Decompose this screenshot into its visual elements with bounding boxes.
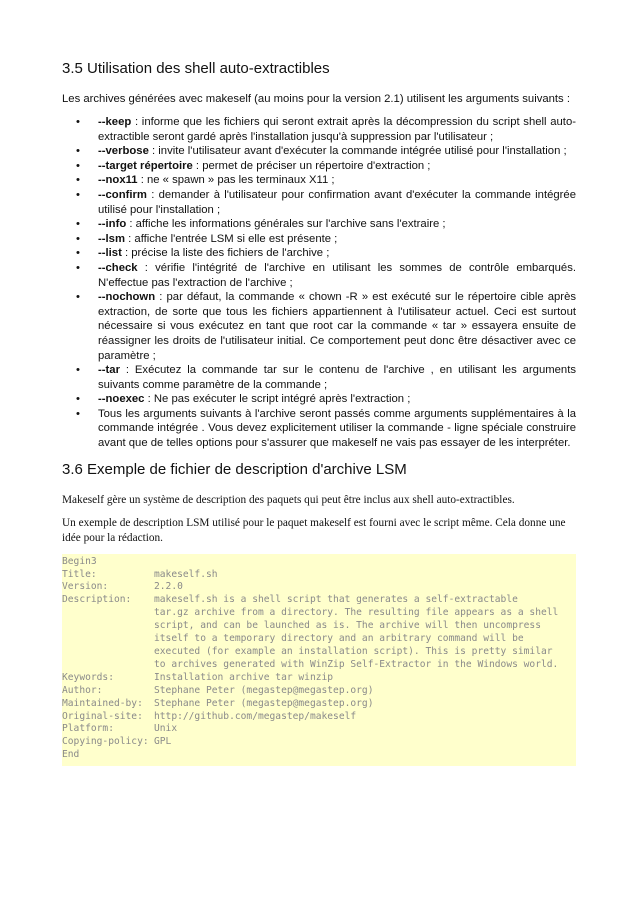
option-flag: --verbose	[98, 145, 149, 158]
code-line	[62, 711, 576, 724]
option-flag: --noexec	[98, 393, 145, 406]
code-field-name: Description:	[62, 594, 132, 606]
code-field-name: Keywords:	[62, 671, 114, 683]
code-field-value: itself to a temporary directory and an arbitrary command will be	[154, 633, 524, 645]
option-item	[76, 159, 576, 174]
code-field-name: Version:	[62, 581, 109, 593]
option-item	[76, 392, 576, 407]
code-field-value: http://github.com/megastep/makeself	[154, 710, 357, 722]
code-field-name: Title:	[62, 568, 97, 580]
options-list	[62, 115, 576, 451]
option-item	[76, 290, 576, 363]
option-flag: --nochown	[98, 291, 156, 304]
code-field-value: makeself.sh	[154, 568, 218, 580]
option-flag: --info	[98, 218, 127, 231]
option-flag: --keep	[98, 116, 132, 128]
bullet-icon: •	[76, 174, 80, 187]
code-line	[62, 607, 576, 620]
section-heading-3-5: 3.5 Utilisation des shell auto-extractibles	[62, 60, 330, 77]
section-intro: Les archives générées avec makeself (au moins pour la version 2.1) utilisent les arguments suivants :	[62, 93, 570, 105]
option-description: : précise la liste des fichiers de l'archive ;	[121, 247, 330, 260]
option-item	[76, 232, 576, 247]
code-field-name	[62, 633, 154, 646]
lsm-paragraph-1: Makeself gère un système de description des paquets qui peut être inclus aux shell auto-extractibles.	[62, 493, 515, 506]
lsm-paragraph-2: Un exemple de description LSM utilisé pour le paquet makeself est fourni avec le script même. Cela donne une idée pour la rédaction.	[62, 516, 566, 544]
code-field-value: executed (for example an installation script). This is pretty similar	[154, 646, 553, 657]
bullet-icon: •	[76, 188, 80, 201]
code-line	[62, 594, 576, 607]
code-field-value: Unix	[154, 723, 178, 735]
option-description: : demander à l'utilisateur pour confirmation avant d'exécuter la commande intégrée utilisé pour l'installation ;	[98, 188, 576, 216]
option-description: : informe que les fichiers qui seront extrait après la décompression du script shell auto-extractible seront gardé après l'installation jusqu'à suppression par l'utilisateur ;	[98, 116, 576, 143]
code-field-value: Installation archive tar winzip	[154, 671, 334, 683]
bullet-icon: •	[76, 145, 80, 158]
option-flag: --check	[98, 261, 138, 274]
option-flag: --confirm	[98, 188, 147, 201]
code-field-value: Stephane Peter (megastep@megastep.org)	[154, 684, 374, 696]
option-description: : permet de préciser un répertoire d'extraction ;	[192, 159, 431, 172]
option-flag: --nox11	[98, 174, 138, 187]
code-field-value: to archives generated with WinZip Self-Extractor in the Windows world.	[154, 658, 559, 670]
option-item	[76, 144, 576, 159]
code-line	[62, 749, 576, 762]
bullet-icon: •	[76, 232, 80, 245]
lsm-code-block	[62, 554, 576, 767]
code-field-value: tar.gz archive from a directory. The resulting file appears as a shell	[154, 607, 559, 619]
option-description: : par défaut, la commande « chown -R » est exécuté sur le répertoire cible après extraction, de sorte que tous les fichiers appartiennent à l'utilisateur actuel. Ceci est surtout nécessaire si vous exécutez en tant que root car la commande « tar » essayera ensuite de réassigner les droits de l'utilisateur initial. Ce comportement peut donc être désactiver avec ce paramètre ;	[98, 291, 576, 362]
option-item	[76, 261, 576, 290]
code-line	[62, 569, 576, 582]
bullet-icon: •	[76, 261, 80, 274]
code-line	[62, 581, 576, 594]
code-field-name: Maintained-by:	[62, 697, 143, 709]
option-description: : Ne pas exécuter le script intégré après l'extraction ;	[144, 393, 411, 406]
bullet-icon: •	[76, 116, 80, 128]
code-field-value: makeself.sh is a shell script that generates a self-extractable	[154, 594, 518, 606]
code-line	[62, 633, 576, 646]
code-line	[62, 736, 576, 749]
code-field-value: Stephane Peter (megastep@megastep.org)	[154, 697, 374, 709]
option-description: : affiche les informations générales sur l'archive sans l'extraire ;	[126, 218, 446, 231]
option-description: : Exécutez la commande tar sur le contenu de l'archive , en utilisant les arguments suivants comme paramètre de la commande ;	[98, 364, 576, 391]
option-item	[76, 363, 576, 392]
option-item	[76, 188, 576, 217]
option-item	[76, 217, 576, 232]
bullet-icon: •	[76, 247, 80, 260]
bullet-icon: •	[76, 364, 80, 377]
code-field-value: 2.2.0	[154, 581, 183, 593]
code-line	[62, 659, 576, 672]
option-item	[76, 407, 576, 451]
bullet-icon: •	[76, 159, 80, 172]
option-description: : invite l'utilisateur avant d'exécuter la commande intégrée utilisé pour l'installation ;	[148, 145, 567, 158]
option-item	[76, 173, 576, 188]
bullet-icon: •	[76, 393, 80, 406]
code-field-name: Copying-policy:	[62, 736, 149, 748]
code-field-name: End	[62, 749, 80, 761]
code-line	[62, 672, 576, 685]
code-line	[62, 556, 576, 569]
code-field-name	[62, 646, 154, 659]
option-description: : vérifie l'intégrité de l'archive en utilisant les sommes de contrôle embarqués. N'effectue pas l'extraction de l'archive ;	[98, 261, 576, 289]
bullet-icon: •	[76, 407, 80, 420]
section-3-6	[62, 461, 576, 767]
code-field-name	[62, 620, 154, 633]
code-field-name	[62, 607, 154, 620]
code-line	[62, 685, 576, 698]
code-field-name: Author:	[62, 684, 103, 696]
option-item	[76, 115, 576, 144]
option-flag: --tar	[98, 364, 120, 377]
code-field-value	[154, 556, 576, 569]
code-line	[62, 646, 576, 659]
section-heading-3-6: 3.6 Exemple de fichier de description d'archive LSM	[62, 460, 407, 478]
code-line	[62, 723, 576, 736]
bullet-icon: •	[76, 291, 80, 304]
option-description: Tous les arguments suivants à l'archive seront passés comme arguments supplémentaires à la commande intégrée . Vous devez explicitement utiliser la commande - ligne spéciale construire avant que de telles options pour s'assurer que makeself ne vais pas essayer de les interpréter.	[98, 407, 576, 450]
option-flag: --target répertoire	[98, 159, 193, 172]
code-field-name	[62, 659, 154, 672]
option-description: : ne « spawn » pas les terminaux X11 ;	[137, 174, 335, 187]
code-field-name: Begin3	[62, 555, 97, 567]
option-flag: --lsm	[98, 232, 125, 245]
code-field-name: Platform:	[62, 723, 114, 735]
option-item	[76, 246, 576, 261]
option-description: : affiche l'entrée LSM si elle est présente ;	[125, 232, 338, 245]
page-content	[62, 60, 576, 766]
bullet-icon: •	[76, 218, 80, 231]
code-line	[62, 698, 576, 711]
code-line	[62, 620, 576, 633]
option-flag: --list	[98, 247, 122, 260]
code-field-name: Original-site:	[62, 710, 143, 722]
code-field-value: GPL	[154, 736, 172, 748]
code-field-value: script, and can be launched as is. The archive will then uncompress	[154, 620, 541, 632]
code-field-value	[154, 749, 576, 762]
